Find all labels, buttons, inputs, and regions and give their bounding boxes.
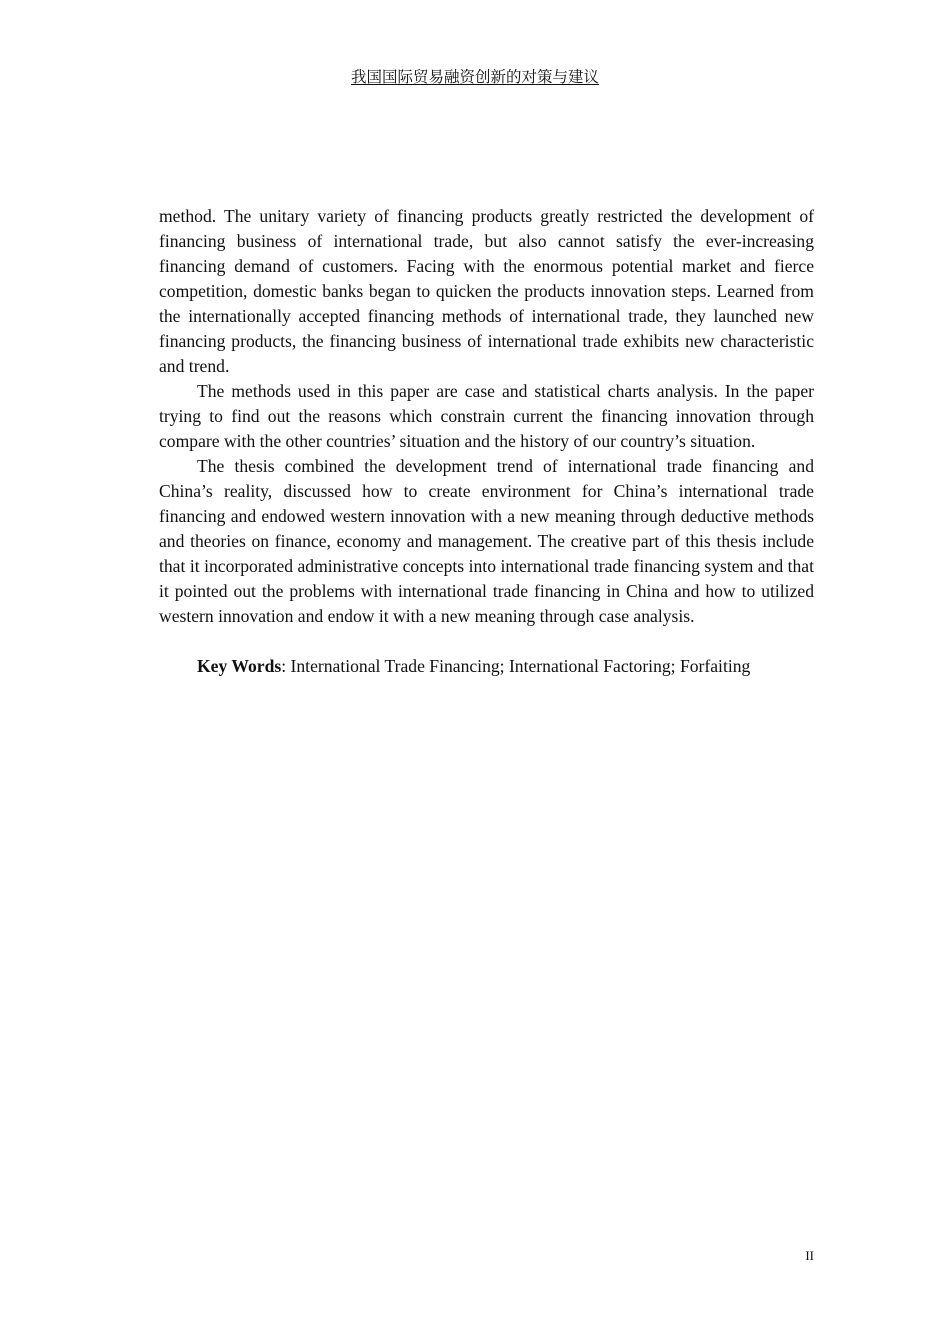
running-header	[0, 68, 950, 88]
keywords-separator: :	[281, 656, 291, 676]
keywords-line	[159, 654, 814, 679]
abstract-paragraph-1: method. The unitary variety of financing products greatly restricted the development of financing business of international trade, but also cannot satisfy the ever-increasing financing demand of customers. Facing with the enormous potential market and fierce competition, domestic banks began to quicken the products innovation steps. Learned from the internationally accepted financing methods of international trade, they launched new financing products, the financing business of international trade exhibits new characteristic and trend.	[159, 206, 814, 376]
abstract-paragraph-3: The thesis combined the development trend of international trade financing and China’s reality, discussed how to create environment for China’s international trade financing and endowed western innovation with a new meaning through deductive methods and theories on finance, economy and management. The creative part of this thesis include that it incorporated administrative concepts into international trade financing system and that it pointed out the problems with international trade financing in China and how to utilized western innovation and endow it with a new meaning through case analysis.	[159, 456, 814, 626]
abstract-body	[159, 204, 814, 679]
header-title: 我国国际贸易融资创新的对策与建议	[350, 69, 599, 86]
abstract-paragraph-2: The methods used in this paper are case and statistical charts analysis. In the paper trying to find out the reasons which constrain current the financing innovation through compare with the other countries’ situation and the history of our country’s situation.	[159, 381, 814, 451]
keywords-value: International Trade Financing; International Factoring; Forfaiting	[290, 656, 751, 676]
keywords-label: Key Words	[197, 656, 282, 676]
page-number: II	[805, 1248, 814, 1263]
